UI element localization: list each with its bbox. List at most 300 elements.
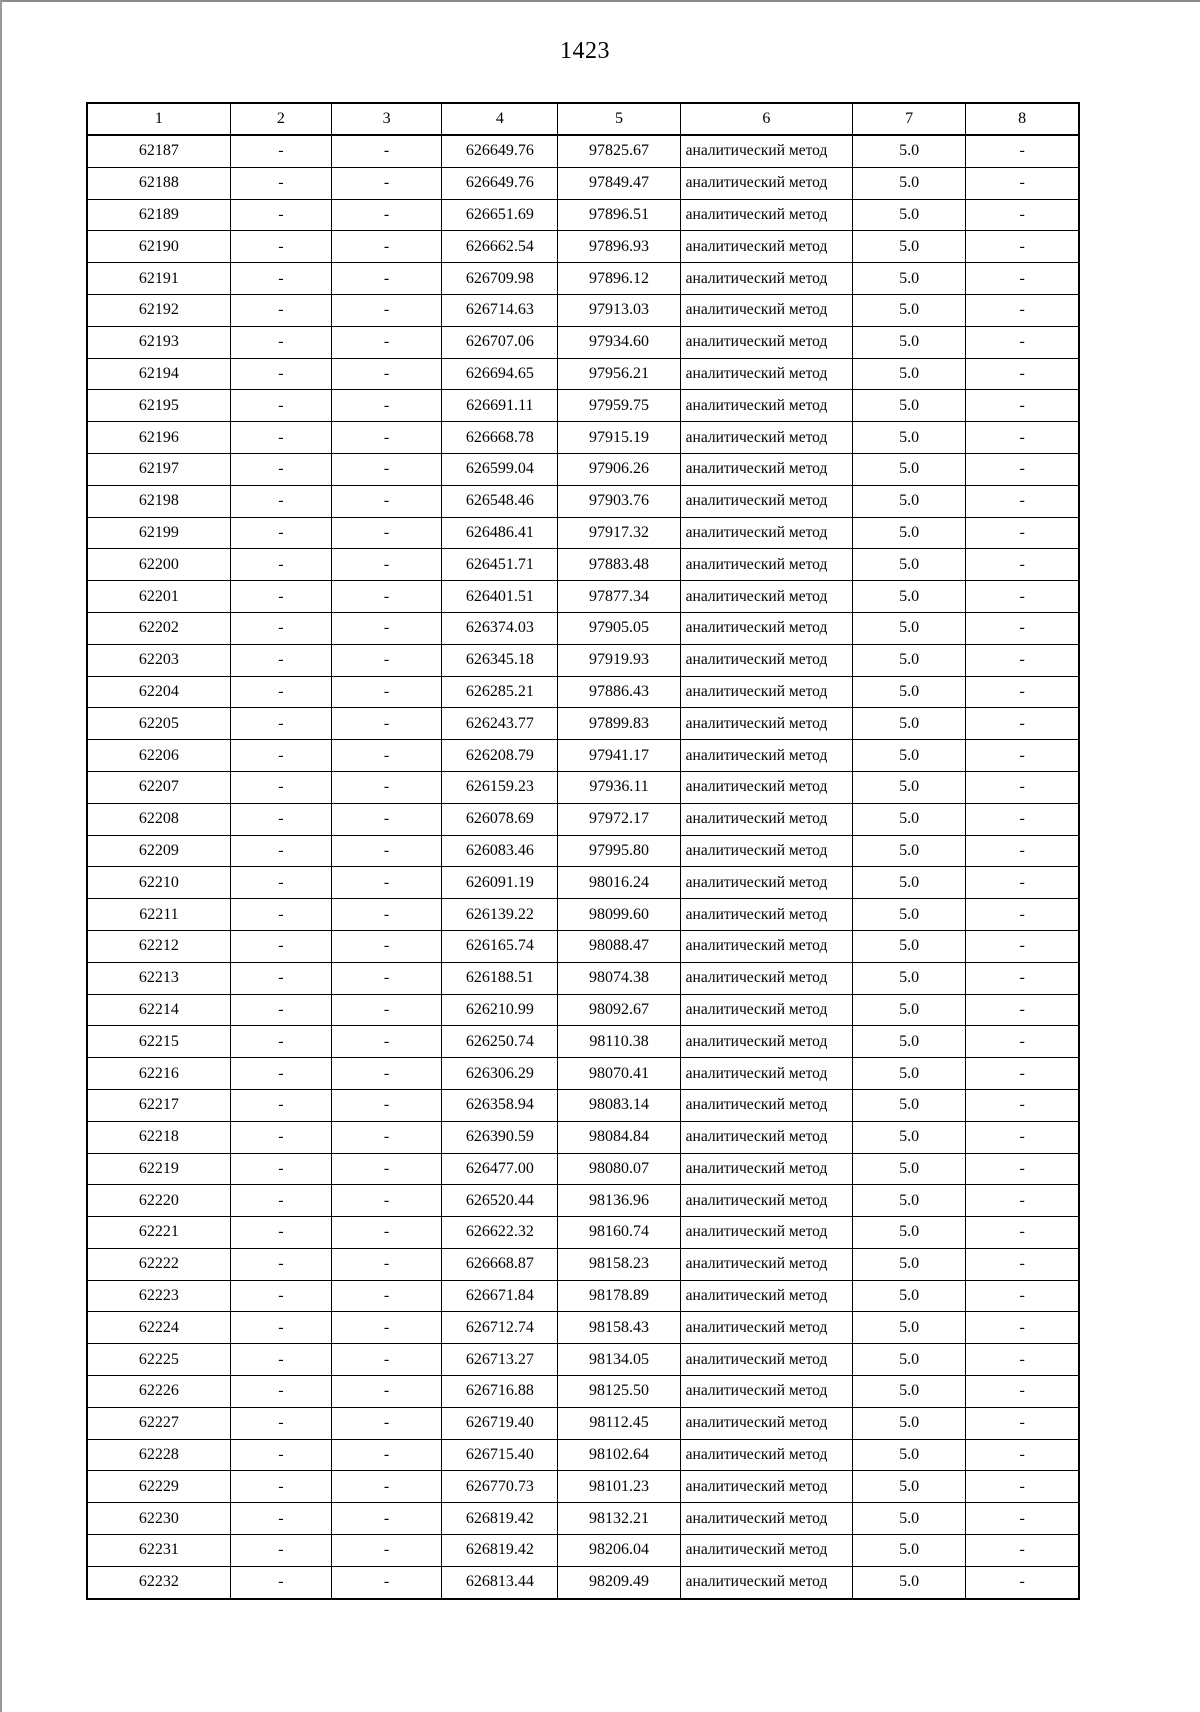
- col2-cell: -: [230, 803, 331, 835]
- col2-cell: -: [230, 771, 331, 803]
- col3-cell: -: [331, 1312, 441, 1344]
- table-row: [87, 199, 1079, 231]
- method-cell: аналитический метод: [680, 1312, 852, 1344]
- y-coordinate-cell: 97896.93: [558, 231, 680, 263]
- table-row: [87, 294, 1079, 326]
- accuracy-cell: 5.0: [853, 326, 966, 358]
- accuracy-cell: 5.0: [853, 1026, 966, 1058]
- method-cell: аналитический метод: [680, 1153, 852, 1185]
- col8-cell: -: [966, 135, 1079, 167]
- table-row: [87, 771, 1079, 803]
- col2-cell: -: [230, 263, 331, 295]
- col2-cell: -: [230, 708, 331, 740]
- x-coordinate-cell: 626715.40: [442, 1439, 558, 1471]
- point-number-cell: 62219: [87, 1153, 230, 1185]
- accuracy-cell: 5.0: [853, 231, 966, 263]
- y-coordinate-cell: 97896.51: [558, 199, 680, 231]
- col2-cell: -: [230, 517, 331, 549]
- accuracy-cell: 5.0: [853, 1121, 966, 1153]
- accuracy-cell: 5.0: [853, 358, 966, 390]
- accuracy-cell: 5.0: [853, 422, 966, 454]
- table-row: [87, 1058, 1079, 1090]
- col8-cell: -: [966, 326, 1079, 358]
- page-number: 1423: [560, 38, 610, 64]
- col8-cell: -: [966, 485, 1079, 517]
- x-coordinate-cell: 626306.29: [442, 1058, 558, 1090]
- col8-cell: -: [966, 358, 1079, 390]
- col8-cell: -: [966, 803, 1079, 835]
- x-coordinate-cell: 626712.74: [442, 1312, 558, 1344]
- x-coordinate-cell: 626165.74: [442, 930, 558, 962]
- col8-cell: -: [966, 1312, 1079, 1344]
- method-cell: аналитический метод: [680, 867, 852, 899]
- method-cell: аналитический метод: [680, 581, 852, 613]
- method-cell: аналитический метод: [680, 199, 852, 231]
- point-number-cell: 62218: [87, 1121, 230, 1153]
- col8-cell: -: [966, 994, 1079, 1026]
- point-number-cell: 62194: [87, 358, 230, 390]
- accuracy-cell: 5.0: [853, 1248, 966, 1280]
- col2-cell: -: [230, 326, 331, 358]
- method-cell: аналитический метод: [680, 835, 852, 867]
- point-number-cell: 62193: [87, 326, 230, 358]
- col2-cell: -: [230, 1471, 331, 1503]
- col8-cell: -: [966, 644, 1079, 676]
- y-coordinate-cell: 97903.76: [558, 485, 680, 517]
- method-cell: аналитический метод: [680, 1121, 852, 1153]
- col3-cell: -: [331, 581, 441, 613]
- x-coordinate-cell: 626713.27: [442, 1344, 558, 1376]
- table-row: [87, 962, 1079, 994]
- x-coordinate-cell: 626719.40: [442, 1407, 558, 1439]
- y-coordinate-cell: 98209.49: [558, 1566, 680, 1598]
- point-number-cell: 62224: [87, 1312, 230, 1344]
- point-number-cell: 62195: [87, 390, 230, 422]
- accuracy-cell: 5.0: [853, 1089, 966, 1121]
- accuracy-cell: 5.0: [853, 1376, 966, 1408]
- x-coordinate-cell: 626662.54: [442, 231, 558, 263]
- col3-cell: -: [331, 1026, 441, 1058]
- method-cell: аналитический метод: [680, 1248, 852, 1280]
- col3-cell: -: [331, 1248, 441, 1280]
- col2-cell: -: [230, 612, 331, 644]
- point-number-cell: 62199: [87, 517, 230, 549]
- accuracy-cell: 5.0: [853, 994, 966, 1026]
- method-cell: аналитический метод: [680, 390, 852, 422]
- y-coordinate-cell: 98110.38: [558, 1026, 680, 1058]
- col3-cell: -: [331, 1185, 441, 1217]
- y-coordinate-cell: 98101.23: [558, 1471, 680, 1503]
- accuracy-cell: 5.0: [853, 1566, 966, 1598]
- col2-cell: -: [230, 1280, 331, 1312]
- table-row: [87, 549, 1079, 581]
- y-coordinate-cell: 98083.14: [558, 1089, 680, 1121]
- col3-cell: -: [331, 1089, 441, 1121]
- x-coordinate-cell: 626651.69: [442, 199, 558, 231]
- y-coordinate-cell: 97899.83: [558, 708, 680, 740]
- table-row: [87, 835, 1079, 867]
- col3-cell: -: [331, 1344, 441, 1376]
- accuracy-cell: 5.0: [853, 1344, 966, 1376]
- point-number-cell: 62206: [87, 740, 230, 772]
- y-coordinate-cell: 98092.67: [558, 994, 680, 1026]
- table-row: [87, 644, 1079, 676]
- y-coordinate-cell: 97959.75: [558, 390, 680, 422]
- accuracy-cell: 5.0: [853, 1312, 966, 1344]
- col2-cell: -: [230, 644, 331, 676]
- y-coordinate-cell: 97917.32: [558, 517, 680, 549]
- table-header-row: [87, 103, 1079, 135]
- point-number-cell: 62196: [87, 422, 230, 454]
- col8-cell: -: [966, 676, 1079, 708]
- y-coordinate-cell: 97825.67: [558, 135, 680, 167]
- method-cell: аналитический метод: [680, 1376, 852, 1408]
- x-coordinate-cell: 626401.51: [442, 581, 558, 613]
- y-coordinate-cell: 98158.23: [558, 1248, 680, 1280]
- col2-cell: -: [230, 231, 331, 263]
- accuracy-cell: 5.0: [853, 1407, 966, 1439]
- col2-cell: -: [230, 1503, 331, 1535]
- method-cell: аналитический метод: [680, 294, 852, 326]
- col2-cell: -: [230, 899, 331, 931]
- point-number-cell: 62201: [87, 581, 230, 613]
- y-coordinate-cell: 98178.89: [558, 1280, 680, 1312]
- point-number-cell: 62216: [87, 1058, 230, 1090]
- method-cell: аналитический метод: [680, 1026, 852, 1058]
- y-coordinate-cell: 98160.74: [558, 1217, 680, 1249]
- table-row: [87, 1535, 1079, 1567]
- x-coordinate-cell: 626599.04: [442, 453, 558, 485]
- x-coordinate-cell: 626709.98: [442, 263, 558, 295]
- col2-cell: -: [230, 1439, 331, 1471]
- accuracy-cell: 5.0: [853, 294, 966, 326]
- method-cell: аналитический метод: [680, 326, 852, 358]
- method-cell: аналитический метод: [680, 1217, 852, 1249]
- accuracy-cell: 5.0: [853, 390, 966, 422]
- x-coordinate-cell: 626649.76: [442, 135, 558, 167]
- col2-cell: -: [230, 1185, 331, 1217]
- y-coordinate-cell: 97896.12: [558, 263, 680, 295]
- x-coordinate-cell: 626548.46: [442, 485, 558, 517]
- x-coordinate-cell: 626358.94: [442, 1089, 558, 1121]
- table-row: [87, 994, 1079, 1026]
- y-coordinate-cell: 98206.04: [558, 1535, 680, 1567]
- x-coordinate-cell: 626649.76: [442, 167, 558, 199]
- accuracy-cell: 5.0: [853, 740, 966, 772]
- y-coordinate-cell: 97915.19: [558, 422, 680, 454]
- x-coordinate-cell: 626668.78: [442, 422, 558, 454]
- col2-cell: -: [230, 199, 331, 231]
- point-number-cell: 62198: [87, 485, 230, 517]
- accuracy-cell: 5.0: [853, 708, 966, 740]
- col8-cell: -: [966, 1535, 1079, 1567]
- accuracy-cell: 5.0: [853, 517, 966, 549]
- col3-cell: -: [331, 930, 441, 962]
- table-row: [87, 867, 1079, 899]
- col8-cell: -: [966, 1058, 1079, 1090]
- point-number-cell: 62221: [87, 1217, 230, 1249]
- col3-cell: -: [331, 1439, 441, 1471]
- column-header: 3: [331, 103, 441, 135]
- method-cell: аналитический метод: [680, 231, 852, 263]
- point-number-cell: 62207: [87, 771, 230, 803]
- table-row: [87, 1566, 1079, 1598]
- accuracy-cell: 5.0: [853, 485, 966, 517]
- col8-cell: -: [966, 1566, 1079, 1598]
- table-row: [87, 1217, 1079, 1249]
- col8-cell: -: [966, 199, 1079, 231]
- x-coordinate-cell: 626694.65: [442, 358, 558, 390]
- y-coordinate-cell: 97886.43: [558, 676, 680, 708]
- point-number-cell: 62205: [87, 708, 230, 740]
- col8-cell: -: [966, 899, 1079, 931]
- y-coordinate-cell: 98088.47: [558, 930, 680, 962]
- col3-cell: -: [331, 135, 441, 167]
- table-row: [87, 708, 1079, 740]
- col2-cell: -: [230, 1376, 331, 1408]
- col3-cell: -: [331, 1503, 441, 1535]
- col3-cell: -: [331, 867, 441, 899]
- x-coordinate-cell: 626770.73: [442, 1471, 558, 1503]
- col8-cell: -: [966, 740, 1079, 772]
- accuracy-cell: 5.0: [853, 1280, 966, 1312]
- method-cell: аналитический метод: [680, 422, 852, 454]
- y-coordinate-cell: 97936.11: [558, 771, 680, 803]
- x-coordinate-cell: 626813.44: [442, 1566, 558, 1598]
- col8-cell: -: [966, 1217, 1079, 1249]
- y-coordinate-cell: 98125.50: [558, 1376, 680, 1408]
- col3-cell: -: [331, 899, 441, 931]
- column-header: 2: [230, 103, 331, 135]
- method-cell: аналитический метод: [680, 644, 852, 676]
- col8-cell: -: [966, 1407, 1079, 1439]
- col8-cell: -: [966, 612, 1079, 644]
- method-cell: аналитический метод: [680, 1185, 852, 1217]
- table-row: [87, 263, 1079, 295]
- point-number-cell: 62211: [87, 899, 230, 931]
- col3-cell: -: [331, 771, 441, 803]
- y-coordinate-cell: 97995.80: [558, 835, 680, 867]
- col3-cell: -: [331, 1566, 441, 1598]
- accuracy-cell: 5.0: [853, 549, 966, 581]
- method-cell: аналитический метод: [680, 899, 852, 931]
- col8-cell: -: [966, 835, 1079, 867]
- accuracy-cell: 5.0: [853, 1439, 966, 1471]
- point-number-cell: 62213: [87, 962, 230, 994]
- table-row: [87, 1376, 1079, 1408]
- col2-cell: -: [230, 835, 331, 867]
- accuracy-cell: 5.0: [853, 1185, 966, 1217]
- col3-cell: -: [331, 1471, 441, 1503]
- col3-cell: -: [331, 485, 441, 517]
- y-coordinate-cell: 98099.60: [558, 899, 680, 931]
- col8-cell: -: [966, 708, 1079, 740]
- table-row: [87, 135, 1079, 167]
- x-coordinate-cell: 626819.42: [442, 1503, 558, 1535]
- accuracy-cell: 5.0: [853, 1503, 966, 1535]
- accuracy-cell: 5.0: [853, 1058, 966, 1090]
- column-header: 8: [966, 103, 1079, 135]
- y-coordinate-cell: 98134.05: [558, 1344, 680, 1376]
- x-coordinate-cell: 626691.11: [442, 390, 558, 422]
- col8-cell: -: [966, 1185, 1079, 1217]
- accuracy-cell: 5.0: [853, 612, 966, 644]
- point-number-cell: 62189: [87, 199, 230, 231]
- col8-cell: -: [966, 231, 1079, 263]
- point-number-cell: 62187: [87, 135, 230, 167]
- point-number-cell: 62214: [87, 994, 230, 1026]
- col3-cell: -: [331, 199, 441, 231]
- y-coordinate-cell: 97906.26: [558, 453, 680, 485]
- col2-cell: -: [230, 867, 331, 899]
- col8-cell: -: [966, 1280, 1079, 1312]
- col2-cell: -: [230, 1407, 331, 1439]
- point-number-cell: 62203: [87, 644, 230, 676]
- col8-cell: -: [966, 1248, 1079, 1280]
- method-cell: аналитический метод: [680, 740, 852, 772]
- col3-cell: -: [331, 644, 441, 676]
- x-coordinate-cell: 626159.23: [442, 771, 558, 803]
- point-number-cell: 62200: [87, 549, 230, 581]
- col3-cell: -: [331, 1153, 441, 1185]
- table-row: [87, 358, 1079, 390]
- table-row: [87, 1089, 1079, 1121]
- y-coordinate-cell: 97913.03: [558, 294, 680, 326]
- method-cell: аналитический метод: [680, 358, 852, 390]
- y-coordinate-cell: 98074.38: [558, 962, 680, 994]
- col3-cell: -: [331, 326, 441, 358]
- table-row: [87, 899, 1079, 931]
- table-row: [87, 1185, 1079, 1217]
- table-row: [87, 485, 1079, 517]
- col2-cell: -: [230, 167, 331, 199]
- accuracy-cell: 5.0: [853, 1535, 966, 1567]
- col2-cell: -: [230, 1312, 331, 1344]
- col2-cell: -: [230, 135, 331, 167]
- accuracy-cell: 5.0: [853, 135, 966, 167]
- col3-cell: -: [331, 517, 441, 549]
- x-coordinate-cell: 626083.46: [442, 835, 558, 867]
- table-row: [87, 1280, 1079, 1312]
- col2-cell: -: [230, 549, 331, 581]
- x-coordinate-cell: 626188.51: [442, 962, 558, 994]
- method-cell: аналитический метод: [680, 962, 852, 994]
- col2-cell: -: [230, 422, 331, 454]
- x-coordinate-cell: 626285.21: [442, 676, 558, 708]
- table-row: [87, 1344, 1079, 1376]
- col8-cell: -: [966, 294, 1079, 326]
- table-body: [87, 135, 1079, 1599]
- col2-cell: -: [230, 1089, 331, 1121]
- column-header: 6: [680, 103, 852, 135]
- col3-cell: -: [331, 1058, 441, 1090]
- x-coordinate-cell: 626486.41: [442, 517, 558, 549]
- col3-cell: -: [331, 1121, 441, 1153]
- table-row: [87, 930, 1079, 962]
- point-number-cell: 62209: [87, 835, 230, 867]
- col3-cell: -: [331, 708, 441, 740]
- table-row: [87, 1471, 1079, 1503]
- accuracy-cell: 5.0: [853, 1471, 966, 1503]
- col2-cell: -: [230, 1248, 331, 1280]
- point-number-cell: 62231: [87, 1535, 230, 1567]
- col8-cell: -: [966, 1503, 1079, 1535]
- accuracy-cell: 5.0: [853, 962, 966, 994]
- col8-cell: -: [966, 930, 1079, 962]
- method-cell: аналитический метод: [680, 708, 852, 740]
- table-row: [87, 453, 1079, 485]
- method-cell: аналитический метод: [680, 994, 852, 1026]
- scan-edge-top: [0, 0, 1200, 2]
- table-row: [87, 1026, 1079, 1058]
- col8-cell: -: [966, 1439, 1079, 1471]
- method-cell: аналитический метод: [680, 485, 852, 517]
- col2-cell: -: [230, 1153, 331, 1185]
- table-row: [87, 422, 1079, 454]
- y-coordinate-cell: 97849.47: [558, 167, 680, 199]
- table-row: [87, 740, 1079, 772]
- column-header: 1: [87, 103, 230, 135]
- point-number-cell: 62222: [87, 1248, 230, 1280]
- col2-cell: -: [230, 485, 331, 517]
- col2-cell: -: [230, 740, 331, 772]
- col8-cell: -: [966, 962, 1079, 994]
- x-coordinate-cell: 626345.18: [442, 644, 558, 676]
- accuracy-cell: 5.0: [853, 930, 966, 962]
- table-row: [87, 231, 1079, 263]
- table-row: [87, 167, 1079, 199]
- accuracy-cell: 5.0: [853, 676, 966, 708]
- x-coordinate-cell: 626451.71: [442, 549, 558, 581]
- method-cell: аналитический метод: [680, 517, 852, 549]
- col2-cell: -: [230, 1535, 331, 1567]
- table-row: [87, 803, 1079, 835]
- col8-cell: -: [966, 263, 1079, 295]
- point-number-cell: 62191: [87, 263, 230, 295]
- x-coordinate-cell: 626707.06: [442, 326, 558, 358]
- col2-cell: -: [230, 1121, 331, 1153]
- col3-cell: -: [331, 1376, 441, 1408]
- x-coordinate-cell: 626520.44: [442, 1185, 558, 1217]
- col8-cell: -: [966, 167, 1079, 199]
- table-row: [87, 581, 1079, 613]
- col3-cell: -: [331, 676, 441, 708]
- method-cell: аналитический метод: [680, 676, 852, 708]
- accuracy-cell: 5.0: [853, 835, 966, 867]
- col2-cell: -: [230, 390, 331, 422]
- x-coordinate-cell: 626477.00: [442, 1153, 558, 1185]
- y-coordinate-cell: 97905.05: [558, 612, 680, 644]
- y-coordinate-cell: 97919.93: [558, 644, 680, 676]
- col2-cell: -: [230, 1217, 331, 1249]
- point-number-cell: 62228: [87, 1439, 230, 1471]
- table-row: [87, 517, 1079, 549]
- y-coordinate-cell: 97883.48: [558, 549, 680, 581]
- accuracy-cell: 5.0: [853, 199, 966, 231]
- point-number-cell: 62202: [87, 612, 230, 644]
- point-number-cell: 62229: [87, 1471, 230, 1503]
- col3-cell: -: [331, 612, 441, 644]
- y-coordinate-cell: 98084.84: [558, 1121, 680, 1153]
- col8-cell: -: [966, 422, 1079, 454]
- col3-cell: -: [331, 1280, 441, 1312]
- col3-cell: -: [331, 453, 441, 485]
- method-cell: аналитический метод: [680, 612, 852, 644]
- col8-cell: -: [966, 549, 1079, 581]
- col8-cell: -: [966, 453, 1079, 485]
- method-cell: аналитический метод: [680, 549, 852, 581]
- method-cell: аналитический метод: [680, 1089, 852, 1121]
